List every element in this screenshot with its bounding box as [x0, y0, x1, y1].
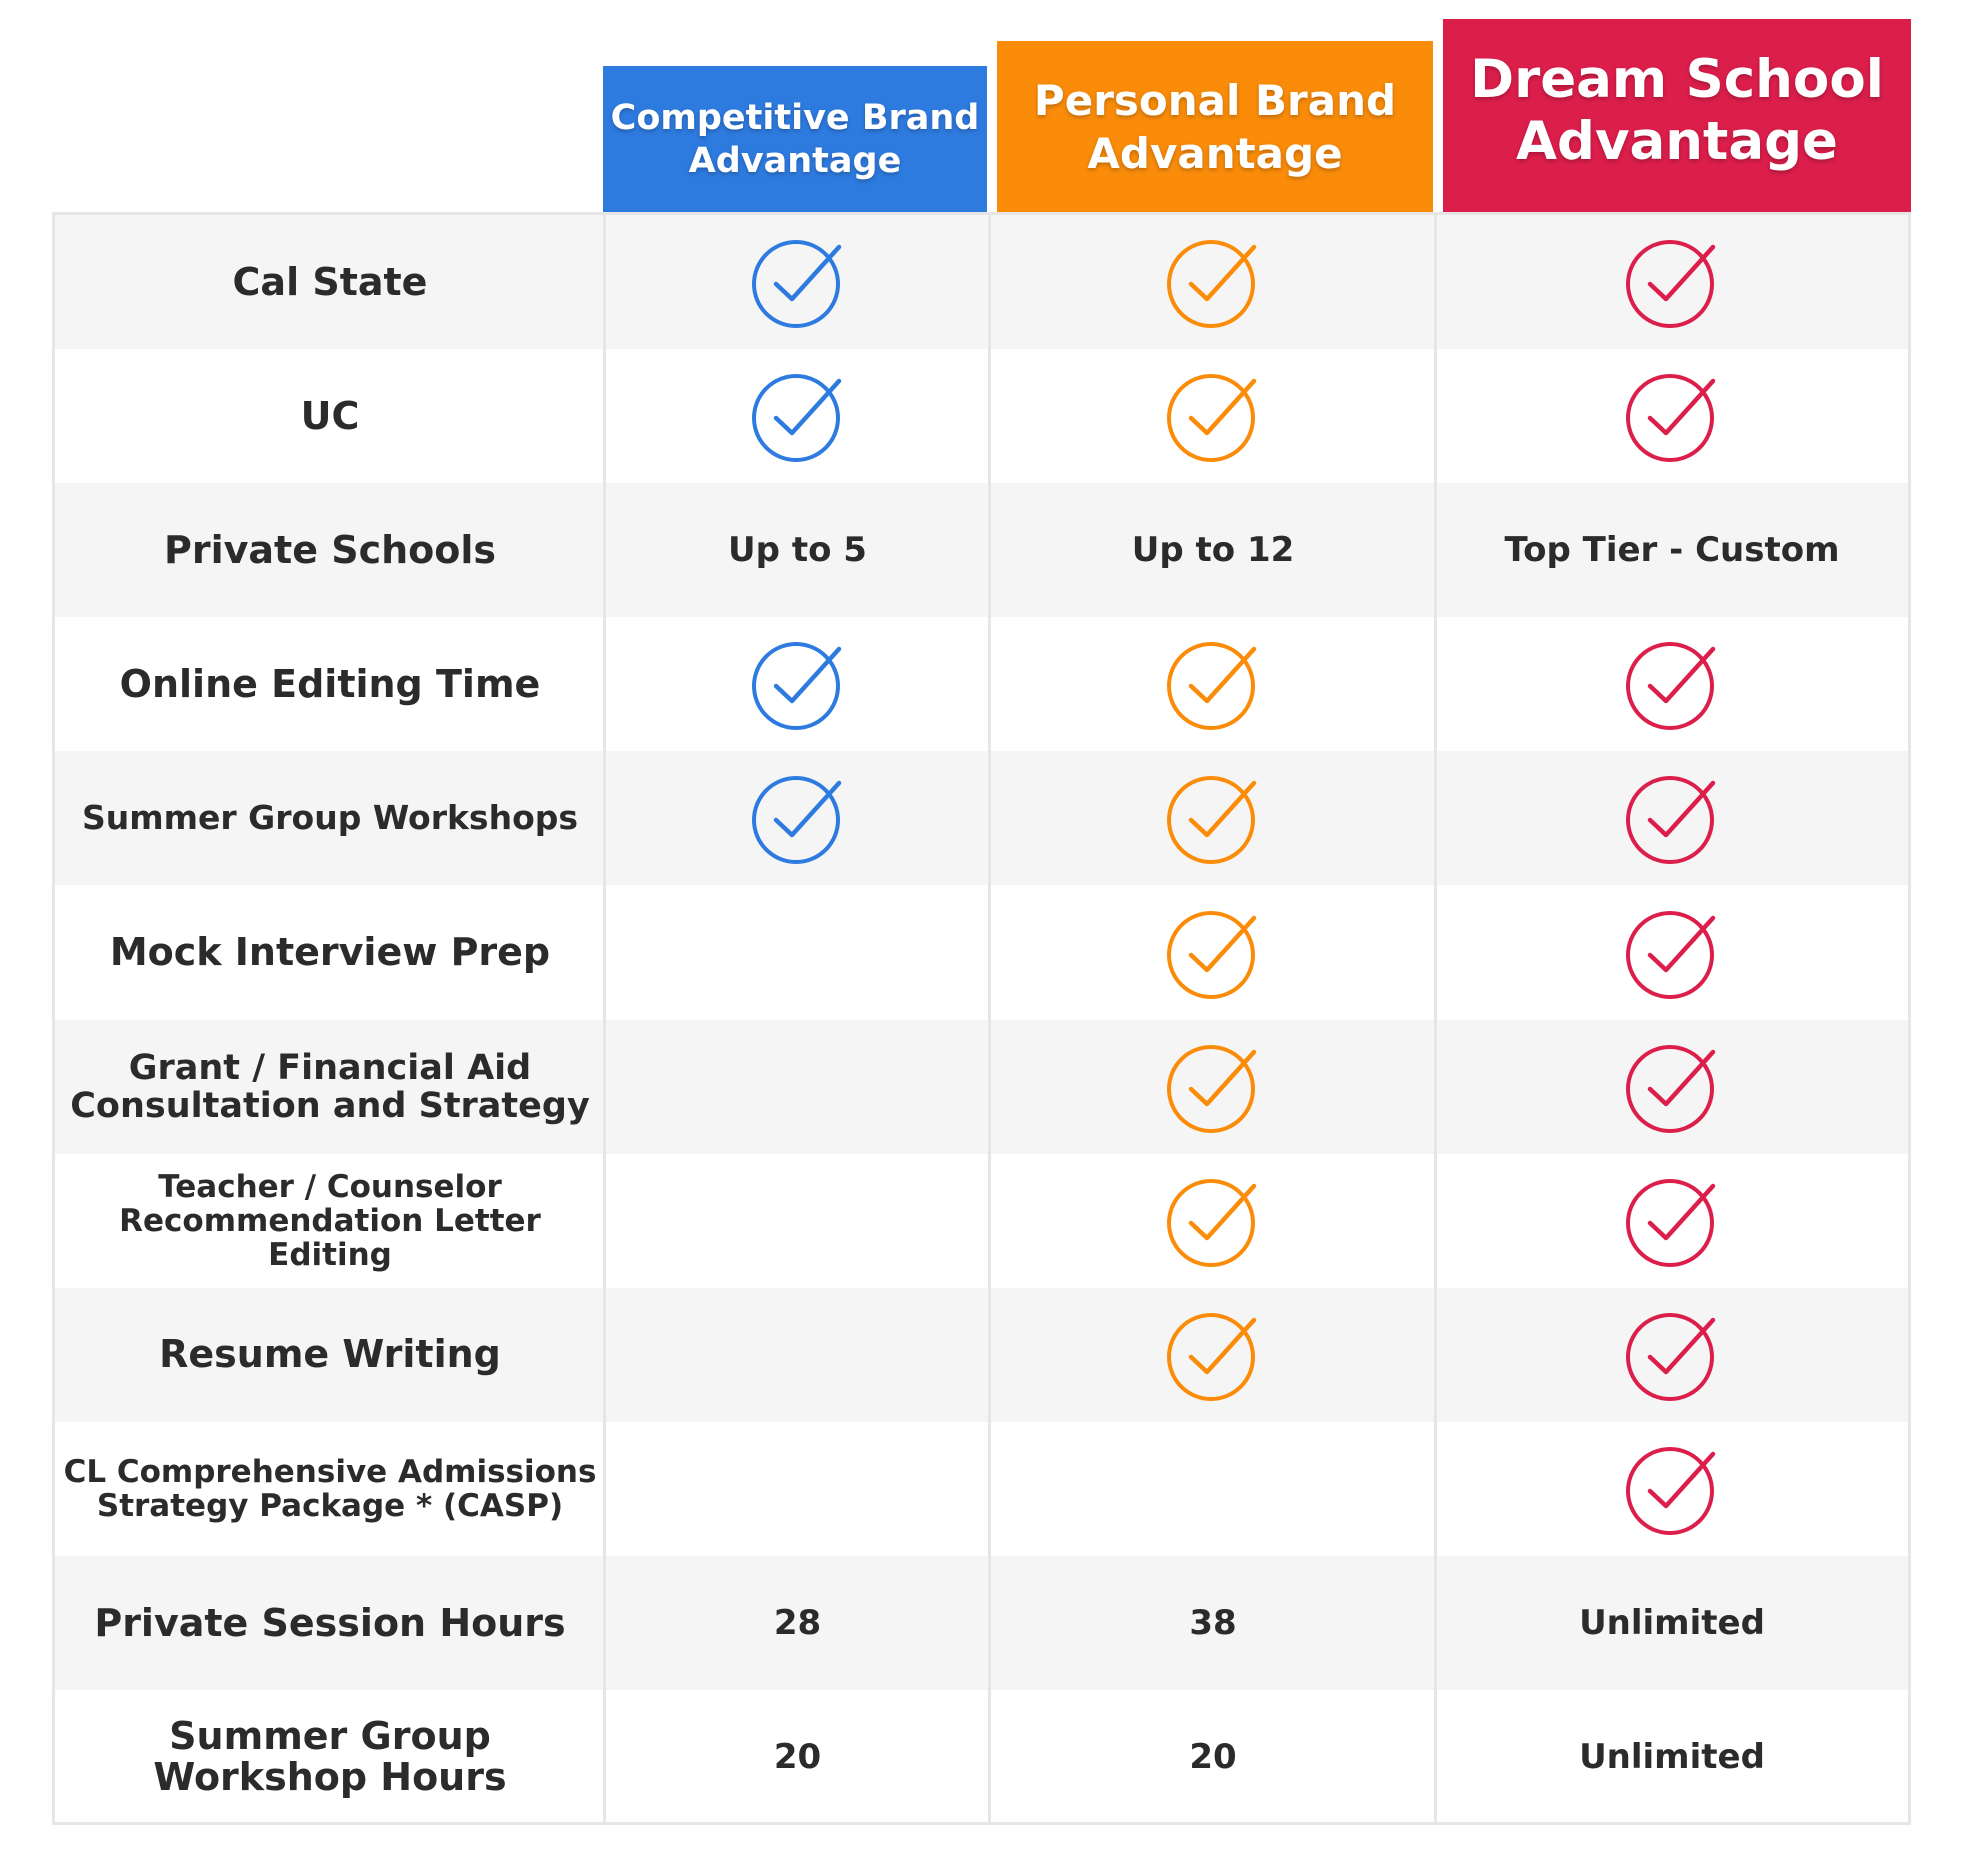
- feature-label: [55, 215, 605, 349]
- feature-label-line: Consultation and Strategy: [70, 1085, 590, 1126]
- plan-header-line: Advantage: [688, 140, 902, 181]
- plan-value: Unlimited: [1579, 1737, 1765, 1778]
- feature-label: [55, 617, 605, 751]
- table-row: [55, 1288, 1908, 1422]
- check-icon: [1436, 1422, 1908, 1556]
- feature-label-line: Online Editing Time: [119, 661, 541, 706]
- table-row: [55, 1690, 1908, 1824]
- check-icon: [990, 1154, 1436, 1288]
- plan-value: 28: [773, 1603, 822, 1644]
- column-divider: [988, 215, 991, 1822]
- check-icon: [605, 617, 990, 751]
- feature-label: [55, 349, 605, 483]
- table-row: [55, 617, 1908, 751]
- feature-label-line: Strategy Package * (CASP): [96, 1487, 564, 1524]
- feature-label-line: CL Comprehensive Admissions: [63, 1453, 597, 1490]
- feature-label-line: Teacher / Counselor: [158, 1168, 502, 1205]
- feature-label-line: Resume Writing: [159, 1332, 501, 1377]
- empty-cell: [605, 1422, 990, 1556]
- check-icon: [605, 215, 990, 349]
- check-icon: [1436, 751, 1908, 885]
- feature-label: [55, 1556, 605, 1690]
- check-icon: [605, 751, 990, 885]
- plan-value: Top Tier - Custom: [1504, 530, 1840, 571]
- check-icon: [1436, 1154, 1908, 1288]
- empty-cell: [605, 886, 990, 1020]
- feature-label-line: Cal State: [232, 259, 428, 304]
- table-row: [55, 1154, 1908, 1288]
- plan-header-line: Dream School: [1470, 49, 1884, 110]
- feature-label-line: UC: [300, 393, 360, 438]
- empty-cell: [605, 1154, 990, 1288]
- plan-value: Up to 5: [728, 530, 867, 571]
- plan-value: 38: [1189, 1603, 1237, 1644]
- plan-header-personal-brand: [997, 41, 1433, 213]
- empty-cell: [605, 1020, 990, 1154]
- plan-header-dream-school: [1443, 19, 1911, 213]
- plan-header-line: Advantage: [1516, 111, 1838, 172]
- plan-header-line: Advantage: [1087, 129, 1343, 178]
- check-icon: [1436, 215, 1908, 349]
- feature-label: [55, 1422, 605, 1556]
- feature-label: [55, 1288, 605, 1422]
- check-icon: [1436, 1020, 1908, 1154]
- check-icon: [1436, 886, 1908, 1020]
- check-icon: [1436, 349, 1908, 483]
- check-icon: [1436, 617, 1908, 751]
- column-divider: [603, 215, 606, 1822]
- check-icon: [990, 349, 1436, 483]
- plan-value: Unlimited: [1579, 1603, 1765, 1644]
- feature-label: [55, 483, 605, 617]
- check-icon: [990, 751, 1436, 885]
- feature-label-line: Recommendation Letter Editing: [119, 1202, 541, 1273]
- feature-label: [55, 1020, 605, 1154]
- check-icon: [605, 349, 990, 483]
- table-row: [55, 1020, 1908, 1154]
- feature-label-line: Summer Group: [169, 1714, 491, 1759]
- plan-header-line: Competitive Brand: [610, 97, 980, 138]
- empty-cell: [605, 1288, 990, 1422]
- plan-header-competitive-brand: [603, 66, 987, 213]
- check-icon: [990, 215, 1436, 349]
- feature-label-line: Workshop Hours: [153, 1755, 507, 1800]
- feature-label-line: Private Schools: [164, 527, 496, 572]
- feature-label: [55, 1690, 605, 1824]
- feature-label: [55, 886, 605, 1020]
- table-row: [55, 751, 1908, 885]
- table-row: [55, 886, 1908, 1020]
- table-row: [55, 1422, 1908, 1556]
- plan-header-line: Personal Brand: [1033, 76, 1397, 125]
- empty-cell: [990, 1422, 1436, 1556]
- check-icon: [990, 1288, 1436, 1422]
- plan-value: Up to 12: [1131, 530, 1295, 571]
- plan-value: 20: [1189, 1737, 1237, 1778]
- check-icon: [990, 886, 1436, 1020]
- comparison-table: [52, 212, 1911, 1825]
- feature-label-line: Private Session Hours: [94, 1600, 566, 1645]
- feature-label-line: Mock Interview Prep: [109, 930, 551, 975]
- feature-label-line: Summer Group Workshops: [82, 798, 578, 838]
- check-icon: [990, 617, 1436, 751]
- check-icon: [1436, 1288, 1908, 1422]
- column-divider: [1434, 215, 1437, 1822]
- check-icon: [990, 1020, 1436, 1154]
- table-row: [55, 1556, 1908, 1690]
- table-row: [55, 349, 1908, 483]
- feature-label-line: Grant / Financial Aid: [128, 1047, 532, 1088]
- table-row: [55, 215, 1908, 349]
- plan-value: 20: [773, 1737, 822, 1778]
- feature-label: [55, 751, 605, 885]
- table-row: [55, 483, 1908, 617]
- feature-label: [55, 1154, 605, 1288]
